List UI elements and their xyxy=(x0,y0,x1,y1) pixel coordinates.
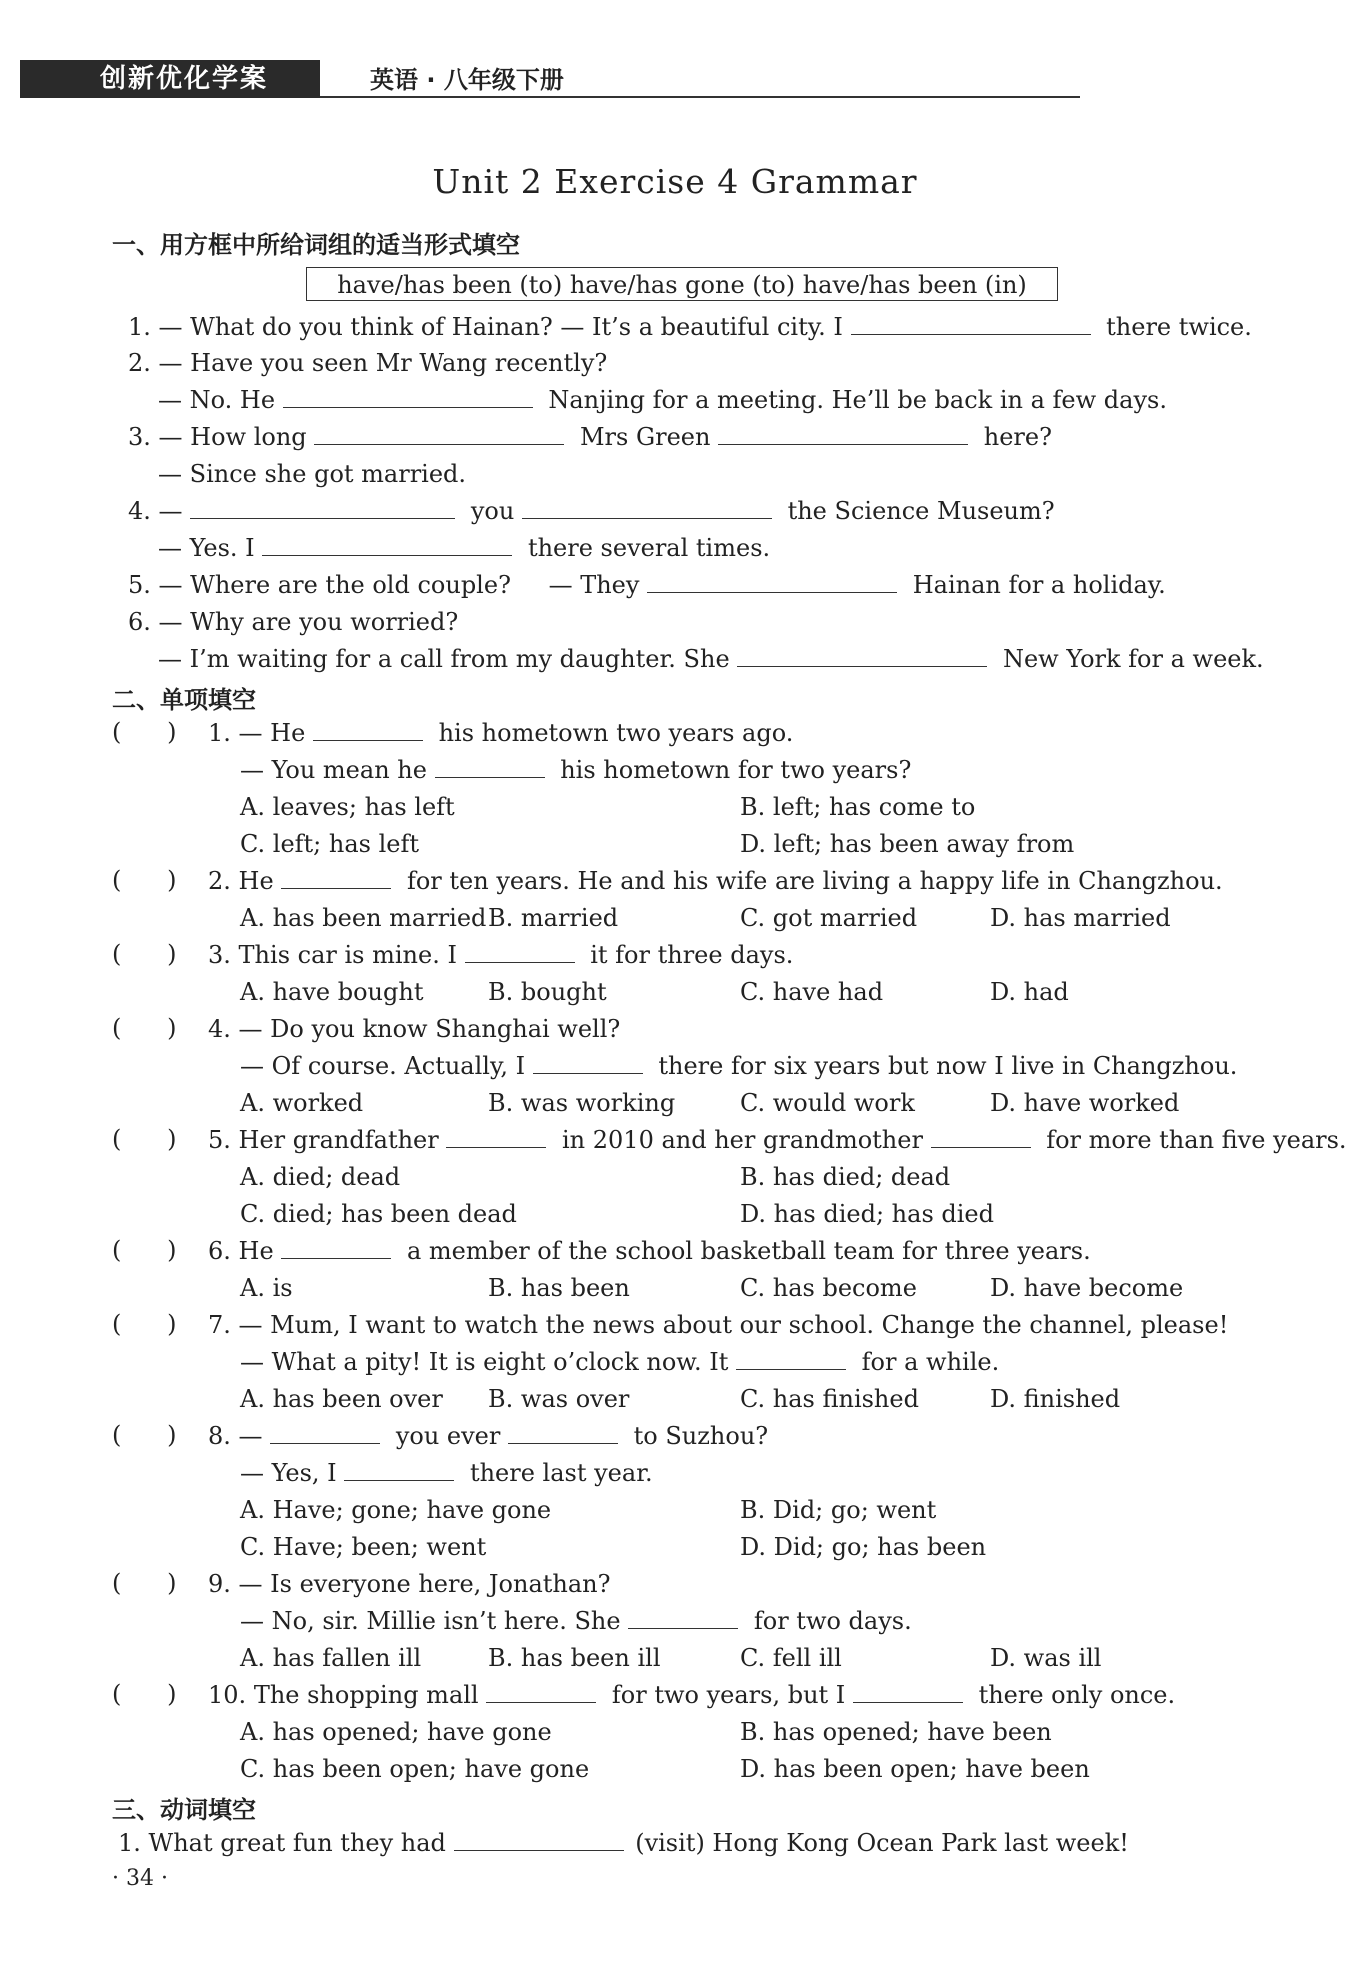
s2-q7-line2: — What a pity! It is eight o’clock now. It for a while. xyxy=(240,1348,1000,1376)
answer-blank[interactable] xyxy=(270,1421,380,1444)
answer-paren[interactable]: ( ) xyxy=(112,1310,177,1338)
page-title: Unit 2 Exercise 4 Grammar xyxy=(432,162,918,201)
option-d[interactable]: D. finished xyxy=(990,1385,1121,1413)
answer-blank[interactable] xyxy=(465,940,575,963)
answer-paren[interactable]: ( ) xyxy=(112,1569,177,1597)
option-d[interactable]: D. left; has been away from xyxy=(740,830,1075,858)
answer-blank[interactable] xyxy=(853,1680,963,1703)
answer-blank[interactable] xyxy=(281,1236,391,1259)
option-a[interactable]: A. worked xyxy=(240,1089,364,1117)
option-d[interactable]: D. has married xyxy=(990,904,1171,932)
option-d[interactable]: D. had xyxy=(990,978,1069,1006)
word-box: have/has been (to) have/has gone (to) have/has been (in) xyxy=(306,267,1058,301)
s2-q9-line2: — No, sir. Millie isn’t here. She for two days. xyxy=(240,1607,912,1635)
s1-q2: 2. — Have you seen Mr Wang recently? xyxy=(128,349,608,377)
s1-q6-answer: — I’m waiting for a call from my daughter. She New York for a week. xyxy=(158,645,1264,673)
option-b[interactable]: B. bought xyxy=(488,978,607,1006)
s1-q5: 5. — Where are the old couple? — They Hainan for a holiday. xyxy=(128,571,1166,599)
answer-paren[interactable]: ( ) xyxy=(112,718,177,746)
s2-q1-line2: — You mean he his hometown for two years? xyxy=(240,756,912,784)
option-d[interactable]: D. have worked xyxy=(990,1089,1180,1117)
option-b[interactable]: B. was over xyxy=(488,1385,630,1413)
s2-q8-line2: — Yes, I there last year. xyxy=(240,1459,653,1487)
section3-heading: 三、动词填空 xyxy=(112,1796,256,1824)
answer-blank[interactable] xyxy=(435,755,545,778)
s2-q10: 10. The shopping mall for two years, but I there only once. xyxy=(208,1681,1176,1709)
answer-blank[interactable] xyxy=(736,1347,846,1370)
page-header xyxy=(20,60,1060,102)
s2-q8: 8. — you ever to Suzhou? xyxy=(208,1422,769,1450)
option-c[interactable]: C. has finished xyxy=(740,1385,919,1413)
answer-blank[interactable] xyxy=(283,385,533,408)
s2-q4-line2: — Of course. Actually, I there for six years but now I live in Changzhou. xyxy=(240,1052,1238,1080)
option-a[interactable]: A. Have; gone; have gone xyxy=(240,1496,552,1524)
answer-blank[interactable] xyxy=(508,1421,618,1444)
header-rule xyxy=(320,96,1080,98)
option-a[interactable]: A. has been over xyxy=(240,1385,443,1413)
answer-blank[interactable] xyxy=(647,570,897,593)
s1-q4: 4. — you the Science Museum? xyxy=(128,497,1055,525)
page-number: · 34 · xyxy=(112,1866,168,1891)
option-a[interactable]: A. has opened; have gone xyxy=(240,1718,552,1746)
answer-paren[interactable]: ( ) xyxy=(112,866,177,894)
s2-q4: 4. — Do you know Shanghai well? xyxy=(208,1015,621,1043)
answer-paren[interactable]: ( ) xyxy=(112,1014,177,1042)
subject-label: 英语 · 八年级下册 xyxy=(370,66,564,94)
s2-q3: 3. This car is mine. I it for three days. xyxy=(208,941,794,969)
answer-paren[interactable]: ( ) xyxy=(112,1680,177,1708)
answer-blank[interactable] xyxy=(628,1606,738,1629)
answer-paren[interactable]: ( ) xyxy=(112,1236,177,1264)
s2-q6: 6. He a member of the school basketball team for three years. xyxy=(208,1237,1091,1265)
option-a[interactable]: A. has been married xyxy=(240,904,487,932)
answer-blank[interactable] xyxy=(344,1458,454,1481)
answer-blank[interactable] xyxy=(190,496,455,519)
option-b[interactable]: B. has been ill xyxy=(488,1644,661,1672)
answer-blank[interactable] xyxy=(454,1828,624,1851)
option-c[interactable]: C. got married xyxy=(740,904,918,932)
s3-q1: 1. What great fun they had (visit) Hong Kong Ocean Park last week! xyxy=(118,1829,1129,1857)
answer-paren[interactable]: ( ) xyxy=(112,940,177,968)
s1-q3-answer: — Since she got married. xyxy=(158,460,467,488)
brand-logo: 创新优化学案 xyxy=(20,60,320,98)
answer-blank[interactable] xyxy=(931,1125,1031,1148)
section1-heading: 一、用方框中所给词组的适当形式填空 xyxy=(112,231,520,259)
answer-blank[interactable] xyxy=(533,1051,643,1074)
s2-q5: 5. Her grandfather in 2010 and her grandmother for more than five years. xyxy=(208,1126,1347,1154)
answer-blank[interactable] xyxy=(718,422,968,445)
option-b[interactable]: B. has died; dead xyxy=(740,1163,951,1191)
answer-blank[interactable] xyxy=(522,496,772,519)
answer-blank[interactable] xyxy=(281,866,391,889)
answer-blank[interactable] xyxy=(313,718,423,741)
option-d[interactable]: D. has been open; have been xyxy=(740,1755,1090,1783)
option-d[interactable]: D. Did; go; has been xyxy=(740,1533,987,1561)
option-c[interactable]: C. have had xyxy=(740,978,884,1006)
option-c[interactable]: C. Have; been; went xyxy=(240,1533,487,1561)
option-c[interactable]: C. has been open; have gone xyxy=(240,1755,590,1783)
answer-blank[interactable] xyxy=(737,644,987,667)
answer-blank[interactable] xyxy=(314,422,564,445)
option-a[interactable]: A. leaves; has left xyxy=(240,793,455,821)
option-c[interactable]: C. fell ill xyxy=(740,1644,842,1672)
option-b[interactable]: B. left; has come to xyxy=(740,793,976,821)
answer-paren[interactable]: ( ) xyxy=(112,1125,177,1153)
option-b[interactable]: B. Did; go; went xyxy=(740,1496,937,1524)
s1-q3: 3. — How long Mrs Green here? xyxy=(128,423,1052,451)
option-a[interactable]: A. is xyxy=(240,1274,293,1302)
s1-q4-answer: — Yes. I there several times. xyxy=(158,534,771,562)
option-c[interactable]: C. would work xyxy=(740,1089,915,1117)
answer-blank[interactable] xyxy=(262,533,512,556)
option-c[interactable]: C. died; has been dead xyxy=(240,1200,517,1228)
option-a[interactable]: A. has fallen ill xyxy=(240,1644,422,1672)
option-b[interactable]: B. was working xyxy=(488,1089,676,1117)
option-a[interactable]: A. have bought xyxy=(240,978,424,1006)
s1-q2-answer: — No. He Nanjing for a meeting. He’ll be back in a few days. xyxy=(158,386,1167,414)
option-b[interactable]: B. has been xyxy=(488,1274,630,1302)
answer-blank[interactable] xyxy=(446,1125,546,1148)
s1-q1: 1. — What do you think of Hainan? — It’s a beautiful city. I there twice. xyxy=(128,313,1252,341)
option-d[interactable]: D. have become xyxy=(990,1274,1184,1302)
option-d[interactable]: D. has died; has died xyxy=(740,1200,994,1228)
option-c[interactable]: C. left; has left xyxy=(240,830,420,858)
answer-blank[interactable] xyxy=(851,312,1091,335)
s2-q9: 9. — Is everyone here, Jonathan? xyxy=(208,1570,611,1598)
option-d[interactable]: D. was ill xyxy=(990,1644,1102,1672)
s2-q1: 1. — He his hometown two years ago. xyxy=(208,719,794,747)
s1-q6: 6. — Why are you worried? xyxy=(128,608,459,636)
option-b[interactable]: B. married xyxy=(488,904,619,932)
option-b[interactable]: B. has opened; have been xyxy=(740,1718,1052,1746)
s2-q7: 7. — Mum, I want to watch the news about our school. Change the channel, please! xyxy=(208,1311,1229,1339)
option-c[interactable]: C. has become xyxy=(740,1274,917,1302)
option-a[interactable]: A. died; dead xyxy=(240,1163,401,1191)
answer-blank[interactable] xyxy=(486,1680,596,1703)
s2-q2: 2. He for ten years. He and his wife are living a happy life in Changzhou. xyxy=(208,867,1223,895)
section2-heading: 二、单项填空 xyxy=(112,686,256,714)
answer-paren[interactable]: ( ) xyxy=(112,1421,177,1449)
